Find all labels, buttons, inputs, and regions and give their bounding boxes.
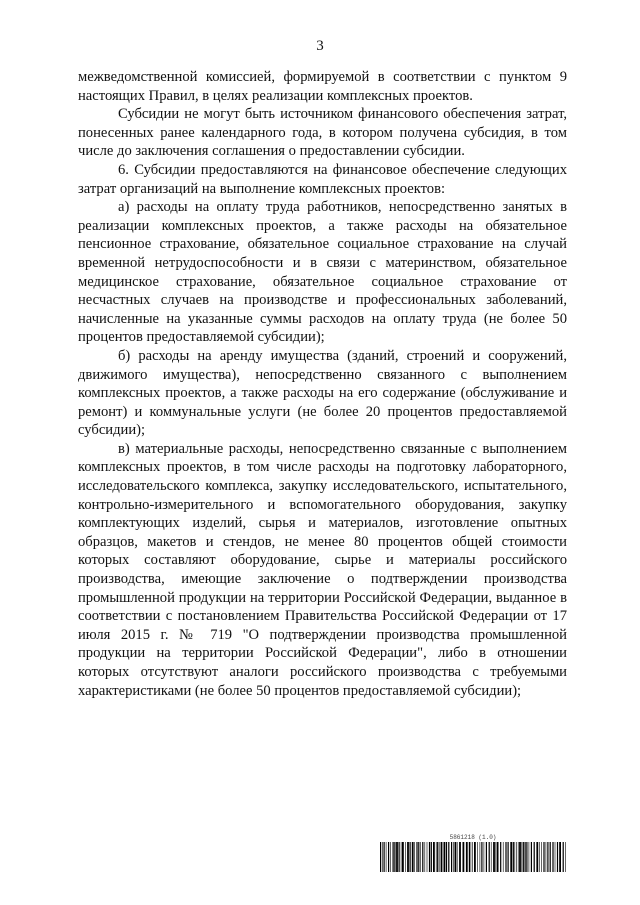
barcode	[380, 842, 566, 872]
paragraph: а) расходы на оплату труда работников, непосредственно занятых в реализации комплексных проектов, а также расходы на обязательное пенсионное страхование, обязательное социальное страхование на случай временной нетрудоспособности и в связи с материнством, обязательное медицинское страхование, обязательное социальное страхование от несчастных случаев на производстве и профессиональных заболеваний, начисленные на указанные суммы расходов на оплату труда (не более 50 процентов предоставляемой субсидии);	[78, 199, 567, 346]
page-number: 3	[316, 38, 324, 54]
paragraph: Субсидии не могут быть источником финансового обеспечения затрат, понесенных ранее календарного года, в котором получена субсидия, в том числе до заключения соглашения о предоставлении субсидии.	[78, 106, 567, 160]
barcode-caption: 5861218 (1.0)	[449, 834, 497, 841]
paragraph: 6. Субсидии предоставляются на финансовое обеспечение следующих затрат организаций на выполнение комплексных проектов:	[78, 161, 567, 197]
paragraph: межведомственной комиссией, формируемой в соответствии с пунктом 9 настоящих Правил, в целях реализации комплексных проектов.	[78, 69, 567, 104]
document-body	[78, 68, 567, 700]
paragraph: в) материальные расходы, непосредственно связанные с выполнением комплексных проектов, в том числе расходы на подготовку лабораторного, исследовательского комплекса, закупку исследовательского, испытательного, контрольно-измерительного и вспомогательного оборудования, закупку комплектующих изделий, сырья и материалов, изготовление опытных образцов, макетов и стендов, не менее 80 процентов общей стоимости которых составляют оборудование, сырье и материалы российского производства, имеющие заключение о подтверждении производства промышленной продукции на территории Российской Федерации, выданное в соответствии с постановлением Правительства Российской Федерации от 17 июля 2015 г. № 719 "О подтверждении производства промышленной продукции на территории Российской Федерации", либо в отношении которых отсутствуют аналоги российского производства с требуемыми характеристиками (не более 50 процентов предоставляемой субсидии);	[78, 440, 567, 699]
paragraph: б) расходы на аренду имущества (зданий, строений и сооружений, движимого имущества), непосредственно связанного с выполнением комплексных проектов, а также расходы на его содержание (обслуживание и ремонт) и коммунальные услуги (не более 20 процентов предоставляемой субсидии);	[78, 347, 567, 439]
